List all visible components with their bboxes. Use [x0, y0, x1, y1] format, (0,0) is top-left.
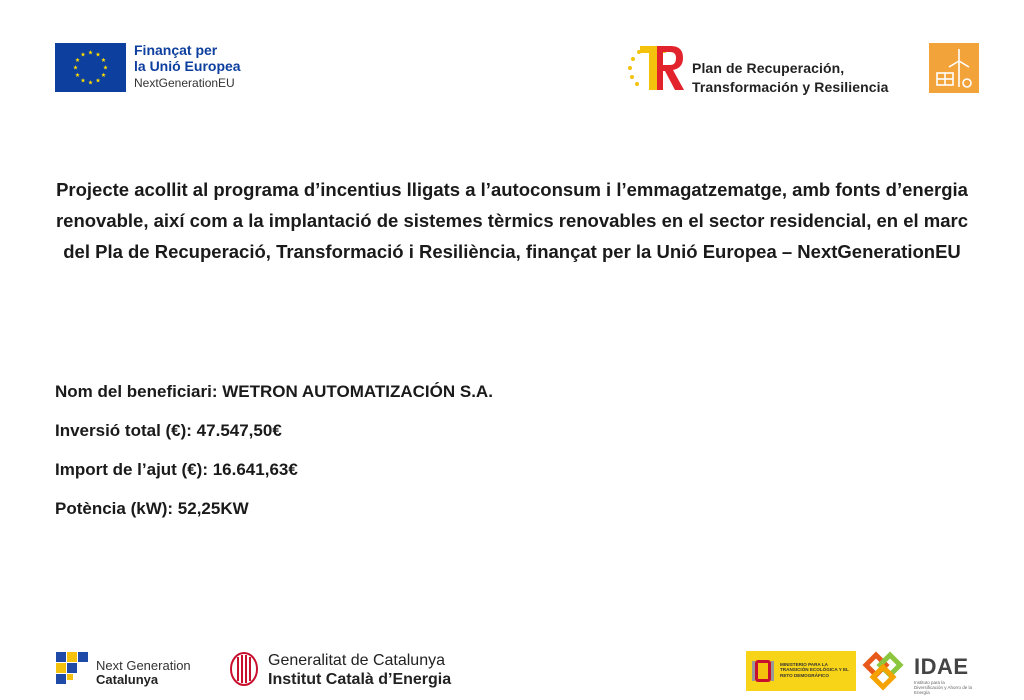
prtr-line-2: Transformación y Resiliencia — [692, 79, 889, 95]
eu-star — [101, 58, 106, 62]
next-generation-catalunya-icon — [56, 652, 90, 686]
prtr-line-1: Plan de Recuperación, — [692, 60, 845, 76]
idae-subtitle: Instituto para la Diversificación y Ahorro de la Energía — [914, 680, 973, 695]
idae-logo-icon — [862, 651, 908, 691]
eu-star — [96, 78, 101, 82]
prtr-logo-icon — [627, 43, 685, 93]
ngc-line-2: Catalunya — [96, 672, 159, 687]
total-investment-line: Inversió total (€): 47.547,50€ — [55, 421, 282, 440]
eu-logo-line-3: NextGenerationEU — [134, 76, 235, 90]
generalitat-emblem-icon — [229, 651, 259, 687]
gencat-line-1: Generalitat de Catalunya — [268, 652, 445, 669]
eu-star — [96, 52, 101, 56]
eu-logo-line-1: Finançat per — [134, 42, 218, 58]
eu-star — [75, 58, 80, 62]
eu-star — [88, 50, 93, 54]
next-generation-catalunya-text — [96, 659, 191, 687]
aid-amount-line: Import de l’ajut (€): 16.641,63€ — [55, 460, 298, 479]
project-description-heading: Projecte acollit al programa d’incentius lligats a l’autoconsum i l’emmagatzematge, amb fonts d’energia renovable, així com a la implantació de sistemes tèrmics renovables en el sector residencial, en el marc del Pla de Recuperació, Transformació i Resiliència, finançat per la Unió Europea – NextGenerationEU — [55, 179, 969, 262]
ministry-logo — [746, 651, 856, 691]
eu-flag-icon — [55, 43, 126, 92]
ngc-line-1: Next Generation — [96, 658, 191, 673]
eu-star — [103, 65, 108, 69]
idae-logo-text: IDAE — [914, 654, 969, 679]
solar-wind-icon — [929, 43, 979, 93]
beneficiary-line: Nom del beneficiari: WETRON AUTOMATIZACIÓN S.A. — [55, 382, 493, 401]
ministry-text: MINISTERIO PARA LA TRANSICIÓN ECOLÓGICA Y EL RETO DEMOGRÁFICO — [780, 662, 849, 678]
eu-star — [81, 52, 86, 56]
eu-star — [101, 73, 106, 77]
eu-star — [81, 78, 86, 82]
prtr-logo-text — [692, 59, 889, 97]
eu-logo-line-2: la Unió Europea — [134, 58, 241, 74]
power-line: Potència (kW): 52,25KW — [55, 499, 249, 518]
eu-funding-logo-text — [134, 42, 241, 91]
eu-star — [88, 80, 93, 84]
eu-star — [75, 73, 80, 77]
gencat-line-2: Institut Català d’Energia — [268, 671, 452, 688]
generalitat-logo-text — [268, 652, 451, 690]
eu-star — [73, 65, 78, 69]
